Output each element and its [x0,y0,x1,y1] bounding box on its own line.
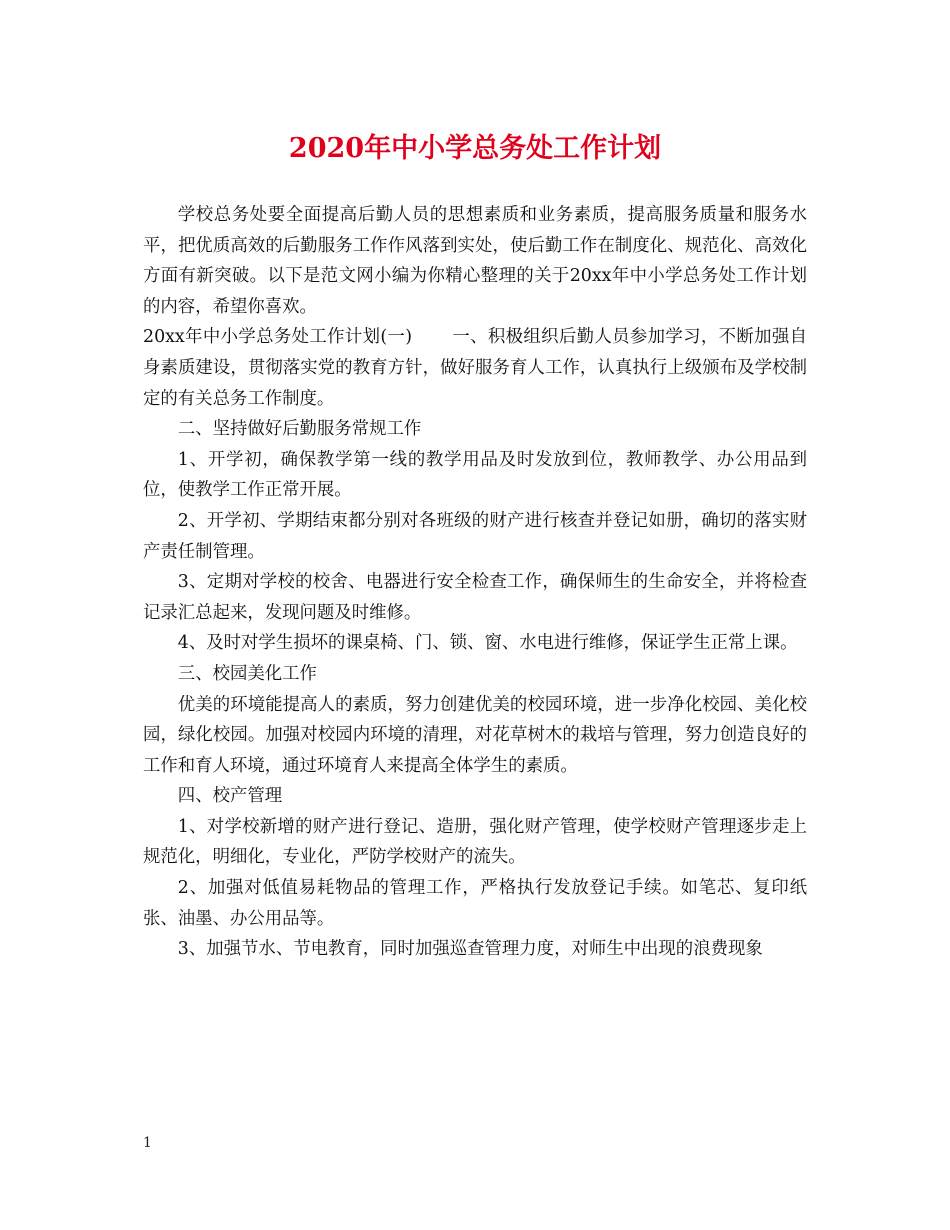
section-heading-campus: 三、校园美化工作 [177,663,317,684]
property-item-2: 2、加强对低值易耗物品的管理工作，严格执行发放登记手续。如笔芯、复印纸张、油墨、办公用品等。 [143,878,807,929]
document-title: 2020年中小学总务处工作计划 [288,133,662,164]
section-heading-logistics: 二、坚持做好后勤服务常规工作 [177,419,422,440]
document-body [143,200,807,965]
page-number: 1 [143,1135,152,1151]
property-item-3: 3、加强节水、节电教育，同时加强巡查管理力度，对师生中出现的浪费现象 [177,939,763,960]
intro-paragraph: 学校总务处要全面提高后勤人员的思想素质和业务素质，提高服务质量和服务水平，把优质高效的后勤服务工作作风落到实处，使后勤工作在制度化、规范化、高效化方面有新突破。以下是范文网小编为你精心整理的关于20xx年中小学总务处工作计划的内容，希望你喜欢。 [143,205,807,317]
logistics-item-2: 2、开学初、学期结束都分别对各班级的财产进行核查并登记如册，确切的落实财产责任制管理。 [143,510,807,562]
property-item-1: 1、对学校新增的财产进行登记、造册，强化财产管理，使学校财产管理逐步走上规范化，明细化，专业化，严防学校财产的流失。 [143,816,807,868]
plan-one-paragraph [143,322,807,414]
section-heading-property: 四、校产管理 [177,786,283,807]
logistics-item-3: 3、定期对学校的校舍、电器进行安全检查工作，确保师生的生命安全，并将检查记录汇总起来，发现问题及时维修。 [143,572,807,623]
plan-first-item: 一、积极组织后勤人员参加学习，不断加强自身素质建设，贯彻落实党的教育方针，做好服务育人工作，认真执行上级颁布及学校制定的有关总务工作制度。 [143,327,807,409]
plan-heading: 20xx年中小学总务处工作计划(一) [143,327,413,348]
campus-paragraph: 优美的环境能提高人的素质，努力创建优美的校园环境，进一步净化校园、美化校园，绿化校园。加强对校园内环境的清理，对花草树木的栽培与管理，努力创造良好的工作和育人环境，通过环境育人来提高全体学生的素质。 [143,694,807,776]
logistics-item-4: 4、及时对学生损坏的课桌椅、门、锁、窗、水电进行维修，保证学生正常上课。 [177,633,798,654]
logistics-item-1: 1、开学初，确保教学第一线的教学用品及时发放到位，教师教学、办公用品到位，使教学工作正常开展。 [143,449,807,501]
